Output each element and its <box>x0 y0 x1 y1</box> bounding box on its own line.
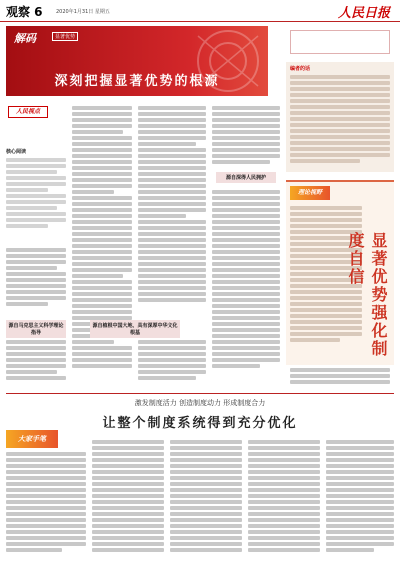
core-reading-box <box>6 148 66 240</box>
editors-note <box>286 62 394 172</box>
page-header <box>0 0 400 22</box>
feature-logo: 理论视野 <box>290 186 330 200</box>
article-text-column <box>170 440 242 554</box>
article-text-column <box>326 440 394 554</box>
column-logo: 人民视点 <box>8 106 48 118</box>
masthead-logo: 人民日报 <box>337 6 390 21</box>
subhead-1: 源自马克思主义科学理论指导 <box>6 320 66 338</box>
feature-article <box>286 180 394 365</box>
article-text-column <box>138 106 206 304</box>
feature-vertical-title: 显著优势强化制度自信 <box>346 232 388 358</box>
article-text-column <box>6 452 86 554</box>
article2-logo: 大家手笔 <box>6 430 58 448</box>
section-tag: 解码 <box>14 32 36 45</box>
section-divider <box>6 393 394 394</box>
core-reading-title: 核心阅读 <box>6 149 27 155</box>
headline-title: 深刻把握显著优势的根源 <box>54 74 220 89</box>
article-text-column <box>212 106 280 166</box>
article-text-column <box>6 248 66 308</box>
article-text-column <box>6 340 66 382</box>
section-subtag: 显著优势 <box>52 32 78 41</box>
page-label: 观察 6 <box>6 5 43 19</box>
article2-title: 让整个制度系统得到充分优化 <box>102 416 298 431</box>
subhead-3: 源自深得人民拥护 <box>216 172 276 183</box>
article-text-column <box>290 368 390 386</box>
article-text-column <box>248 440 320 554</box>
decorative-box <box>290 30 390 54</box>
headline-banner <box>6 26 268 96</box>
article-text-column <box>92 440 164 554</box>
subhead-2: 源自植根中国大地、具有深厚中华文化根基 <box>90 320 180 338</box>
article2-subtitle: 激发制度活力 创造制度动力 形成制度合力 <box>134 399 266 407</box>
issue-date: 2020年1月31日 星期五 <box>56 9 110 15</box>
editors-note-title: 编者的话 <box>290 66 311 72</box>
article-text-column <box>212 190 280 370</box>
article-text-column <box>138 340 206 382</box>
